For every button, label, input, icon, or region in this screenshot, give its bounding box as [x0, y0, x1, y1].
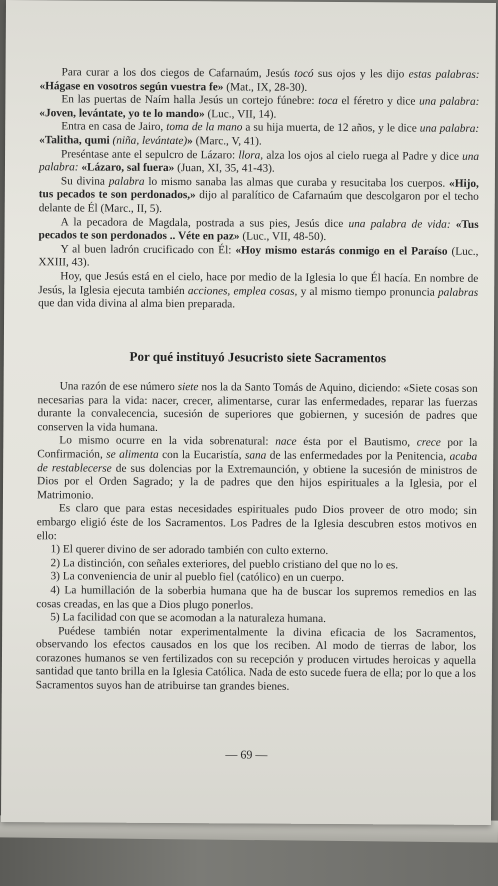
italic-text: una palabra:	[38, 150, 480, 174]
text-segment: alza los ojos al cielo ruega al Padre y dice	[263, 149, 463, 163]
text-segment: que dan vida divina al alma bien preparada.	[38, 297, 236, 311]
paragraph	[39, 93, 479, 123]
paragraph	[37, 435, 477, 506]
text-segment: A la pecadora de Magdala, postrada a sus pies, Jesús dice	[60, 215, 349, 230]
bold-text: «Hágase en vosotros según vuestra fe»	[39, 79, 224, 93]
text-segment: nos la da Santo Tomás de Aquino, diciendo: «Siete cosas son necesarias para la vida: nacer, crecer, alimentarse, curar las enfermedades, reparar las fuerzas durante la convalecencia, sucesión de superiores que gobiernen, y sucesión de padres que conserven la vida humana.	[37, 381, 478, 434]
list-item: 3) La conveniencia de unir al pueblo fiel (católico) en un cuerpo.	[50, 570, 345, 585]
bold-text: «Hijo, tus pecados te son perdonados,»	[38, 177, 479, 202]
bold-text: «Hoy mismo estarás conmigo en el Paraíso	[235, 244, 448, 258]
italic-text: (niña, levántate)	[112, 134, 188, 148]
text-segment: por la Confirmación,	[37, 437, 478, 461]
text-segment: a su hija muerta, de 12 años, y le dice	[242, 121, 420, 135]
italic-text: crece	[416, 436, 441, 450]
text-segment: (Juan, XI, 35, 41-43).	[174, 162, 275, 175]
paragraph	[39, 148, 479, 178]
closing-paragraph: Puédese también notar experimentalmente la divina eficacia de los Sacramentos, observando los efectos causados en los que los reciben. Al modo de tierras de labor, los corazones humanos se ven fertilizados con su recepción y producen virtudes heroicas y aquella santidad que tanto brilla en la Iglesia Católica. Nada de esto sucede fuera de ella; por lo que a los Sacramentos suyos han de atribuirse tan grandes bienes.	[35, 625, 477, 693]
text-segment: sus ojos y les dijo	[313, 67, 409, 81]
italic-text: sana	[244, 449, 267, 462]
text-segment: En las puertas de Naím halla Jesús un cortejo fúnebre:	[61, 93, 319, 108]
paragraph	[37, 503, 477, 546]
italic-text: palabras	[437, 286, 479, 299]
italic-text: una palabra:	[419, 122, 480, 136]
text-segment: ésta por el Bautismo,	[296, 436, 417, 449]
paragraph	[39, 66, 479, 96]
italic-text: una palabra:	[419, 95, 480, 109]
text-segment: y al mismo tiempo pronuncia	[297, 285, 439, 299]
text-segment: (Luc., VII, 48-50).	[239, 230, 327, 244]
paragraph	[39, 175, 479, 218]
text-segment: lo mismo sanaba las almas que curaba y resucitaba los cuerpos.	[144, 175, 450, 190]
text-segment: Una razón de ese número	[59, 380, 178, 394]
bold-text: »	[187, 135, 193, 148]
bottom-paragraphs	[37, 380, 478, 546]
text-segment: (Mat., IX, 28-30).	[223, 80, 308, 94]
text-segment: Entra en casa de Jairo,	[61, 120, 167, 134]
text-segment: (Luc., VII, 14).	[204, 107, 277, 121]
bottom-text-block	[36, 380, 478, 695]
book-page	[1, 0, 496, 825]
section-heading: Por qué instituyó Jesucristo siete Sacramentos	[129, 348, 387, 366]
list-item: 2) La distinción, con señales exteriores, del pueblo cristiano del que no lo es.	[50, 557, 399, 572]
italic-text: palabra	[108, 175, 145, 188]
bold-text: «Joven, levántate, yo te lo mando»	[39, 106, 205, 120]
bold-text: «Talitha, qumi	[39, 134, 113, 147]
italic-text: acciones, emplea cosas,	[187, 284, 298, 298]
paragraph	[38, 270, 478, 313]
list-item: 4) La humillación de la soberbia humana que ha de buscar los supremos remedios en las cosas creadas, en las que a Dios plugo ponerlos.	[36, 584, 477, 612]
paragraph	[37, 380, 477, 437]
italic-text: acaba de restablecerse	[37, 450, 478, 475]
text-segment: Preséntase ante el sepulcro de Lázaro:	[61, 147, 239, 161]
italic-text: toma de la mano	[166, 121, 243, 134]
paragraph	[39, 216, 479, 246]
bold-text: «Lázaro, sal fuera»	[78, 161, 175, 175]
italic-text: nace	[275, 436, 297, 449]
text-segment: (Luc., XXIII, 43).	[38, 245, 479, 269]
text-segment: con la Eucaristía,	[158, 448, 246, 462]
italic-text: se alimenta	[106, 448, 159, 461]
page-number: — 69 —	[225, 747, 268, 762]
italic-text: toca	[318, 95, 338, 108]
italic-text: llora,	[238, 148, 264, 162]
text-segment: (Marc., V, 41).	[192, 135, 262, 148]
text-segment: Su divina	[60, 175, 109, 188]
text-segment: el féretro y dice	[337, 95, 420, 108]
list-item: 1) El querer divino de ser adorado también con culto externo.	[50, 543, 329, 558]
text-segment: dijo al paralítico de Cafarnaúm que descolgaron por el techo delante de Él (Marc., II, 5).	[38, 189, 479, 215]
text-segment: Es claro que para estas necesidades espirituales pudo Dios proveer de otro modo; sin embargo eligió éste de los Sacramentos. Los Padres de la Iglesia descubren estos motivos en ello:	[36, 502, 477, 542]
paragraph	[39, 121, 479, 151]
italic-text: tocó	[294, 67, 314, 80]
motives-list	[36, 543, 476, 627]
paragraph	[38, 243, 478, 273]
text-segment: de sus dolencias por la Extremaunción, y obtiene la sucesión de ministros de Dios por el Orden Sagrado; y la de padres que den hijos espirituales a la Iglesia, por el Matrimonio.	[36, 462, 478, 502]
italic-text: estas palabras:	[408, 68, 480, 81]
list-item: 5) La facilidad con que se acomodan a la naturaleza humana.	[50, 611, 326, 626]
bold-text: «Tus pecados te son perdonados .. Véte en paz»	[38, 218, 479, 243]
text-segment: Hoy, que Jesús está en el cielo, hace por medio de la Iglesia lo que Él hacía. En nombre de Jesús, la Iglesia ejecuta también	[38, 270, 479, 297]
text-segment: de las enfermedades por la Penitencia,	[266, 449, 450, 463]
text-segment: Y al buen ladrón crucificado con Él:	[60, 243, 236, 257]
italic-text: una palabra de vida:	[348, 217, 451, 231]
italic-text: siete	[177, 381, 199, 394]
text-segment: Para curar a los dos ciegos de Cafarnaúm, Jesús	[61, 66, 295, 80]
top-text-block	[38, 66, 479, 313]
text-segment: Lo mismo ocurre en la vida sobrenatural:	[59, 434, 276, 449]
